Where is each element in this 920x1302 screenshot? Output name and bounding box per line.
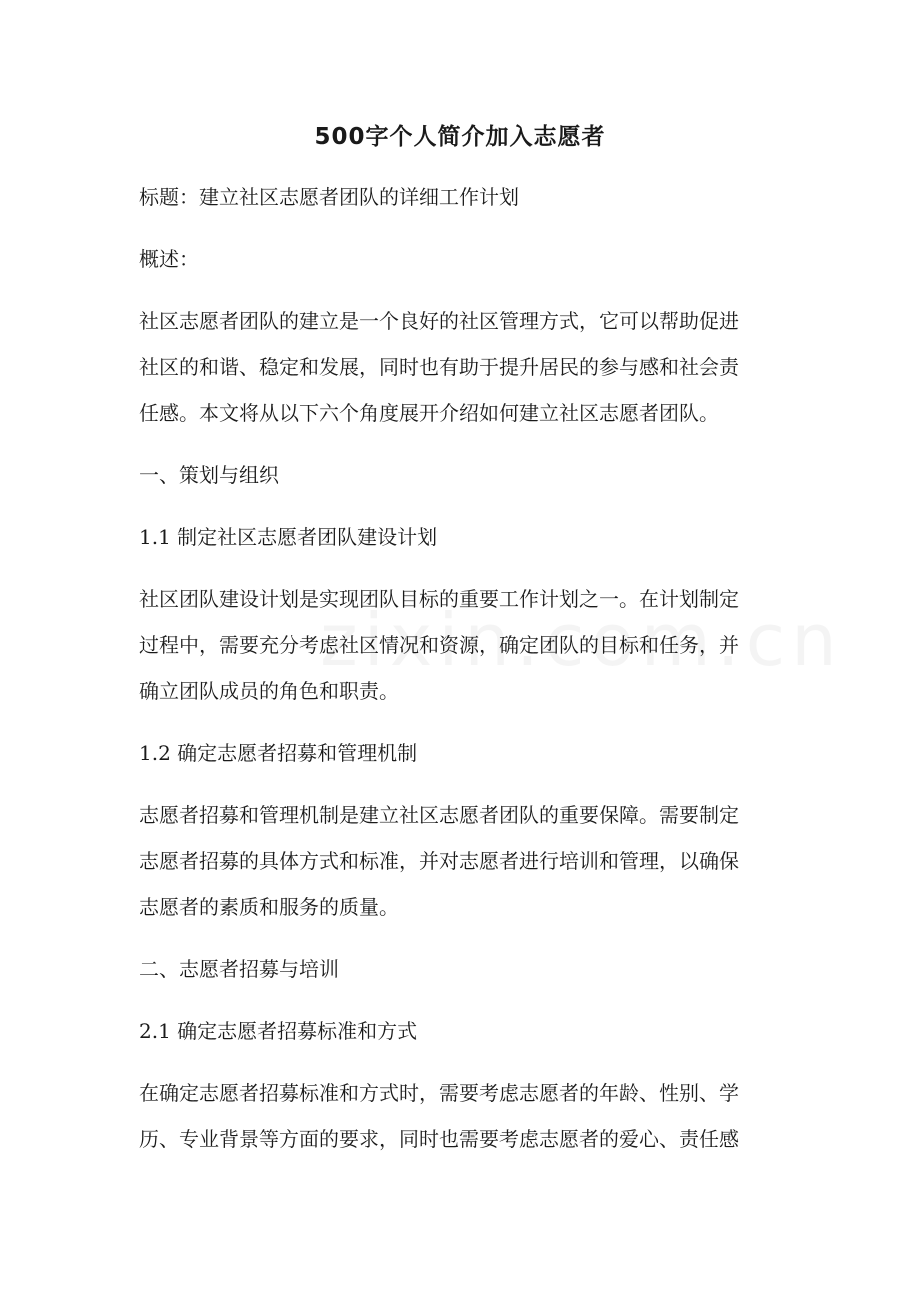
sub1-2-line-3: 志愿者的素质和服务的质量。 bbox=[139, 895, 399, 919]
subsection-heading-2-1: 2.1 确定志愿者招募标准和方式 bbox=[139, 1019, 418, 1043]
sub1-1-line-1: 社区团队建设计划是实现团队目标的重要工作计划之一。在计划制定 bbox=[139, 587, 739, 611]
sub1-2-line-1: 志愿者招募和管理机制是建立社区志愿者团队的重要保障。需要制定 bbox=[139, 803, 739, 827]
sub2-1-line-1: 在确定志愿者招募标准和方式时，需要考虑志愿者的年龄、性别、学 bbox=[139, 1081, 739, 1105]
overview-line-1: 社区志愿者团队的建立是一个良好的社区管理方式，它可以帮助促进 bbox=[139, 309, 739, 333]
overview-label: 概述： bbox=[139, 247, 199, 271]
sub2-1-line-2: 历、专业背景等方面的要求，同时也需要考虑志愿者的爱心、责任感 bbox=[139, 1127, 739, 1151]
overview-line-3: 任感。本文将从以下六个角度展开介绍如何建立社区志愿者团队。 bbox=[139, 401, 719, 425]
section-heading-2: 二、志愿者招募与培训 bbox=[139, 957, 339, 981]
subject-line: 标题：建立社区志愿者团队的详细工作计划 bbox=[139, 185, 519, 209]
sub1-1-line-3: 确立团队成员的角色和职责。 bbox=[139, 679, 399, 703]
subsection-heading-1-2: 1.2 确定志愿者招募和管理机制 bbox=[139, 741, 418, 765]
page-title: 500字个人简介加入志愿者 bbox=[314, 124, 606, 150]
overview-line-2: 社区的和谐、稳定和发展，同时也有助于提升居民的参与感和社会责 bbox=[139, 355, 739, 379]
subsection-heading-1-1: 1.1 制定社区志愿者团队建设计划 bbox=[139, 525, 438, 549]
sub1-2-line-2: 志愿者招募的具体方式和标准，并对志愿者进行培训和管理，以确保 bbox=[139, 849, 739, 873]
sub1-1-line-2: 过程中，需要充分考虑社区情况和资源，确定团队的目标和任务，并 bbox=[139, 633, 739, 657]
section-heading-1: 一、策划与组织 bbox=[139, 463, 279, 487]
